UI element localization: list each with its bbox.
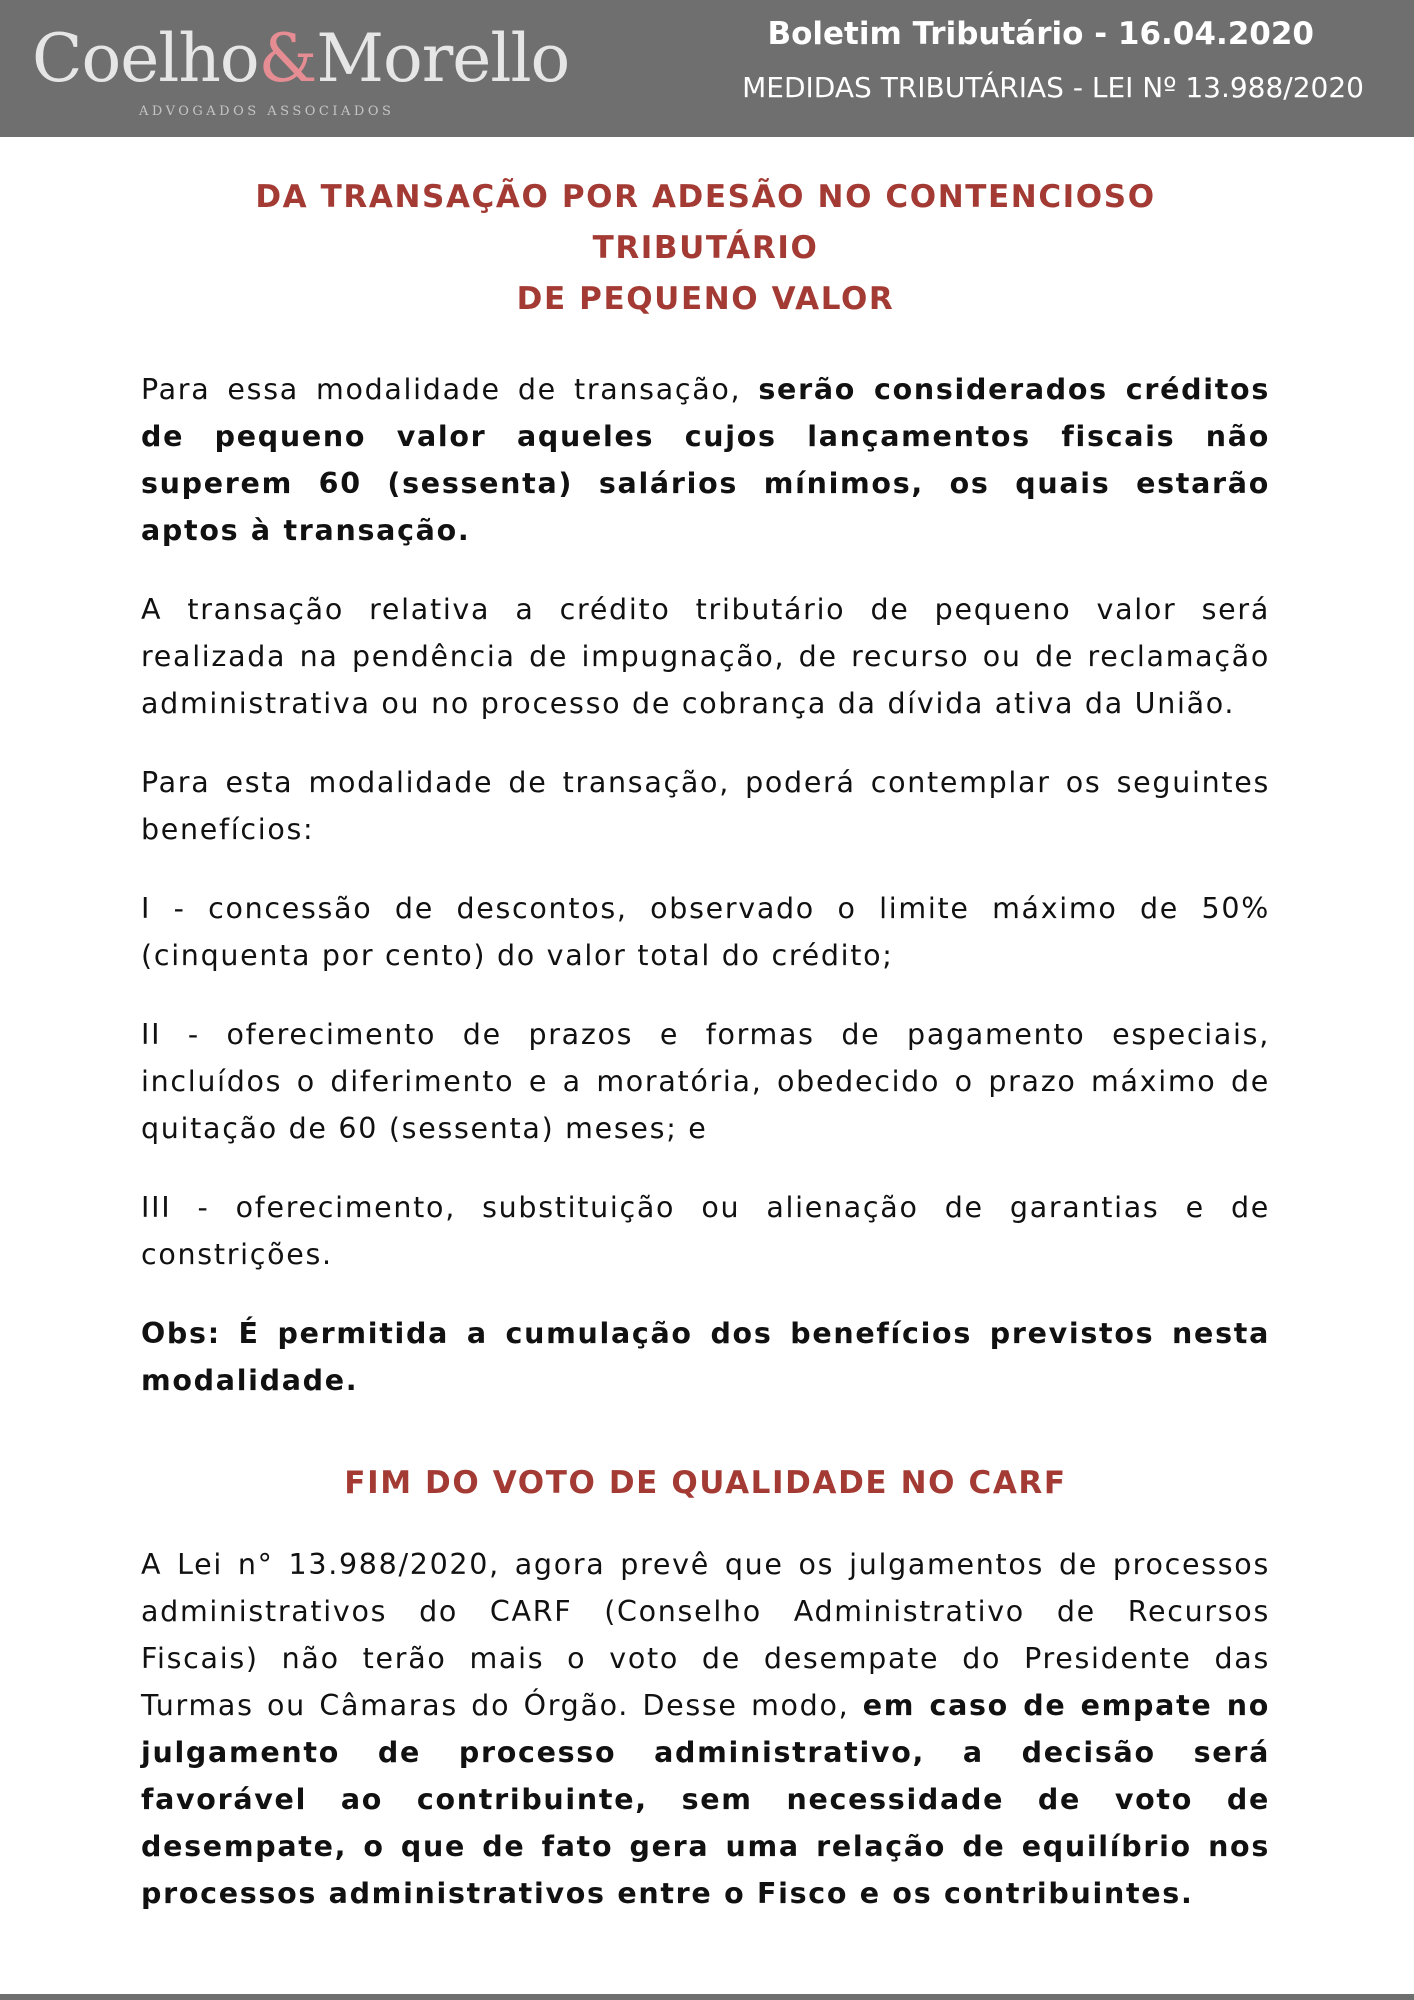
section-title-transacao bbox=[141, 172, 1270, 325]
paragraph-emphasis: serão considerados créditos de pequeno valor aqueles cujos lançamentos fiscais não superem 60 (sessenta) salários mínimos, os quais estarão aptos à transação. bbox=[141, 373, 1270, 547]
list-item-ii: II - oferecimento de prazos e formas de pagamento especiais, incluídos o diferimento e a moratória, obedecido o prazo máximo de quitação de 60 (sessenta) meses; e bbox=[141, 1018, 1270, 1145]
footer-bar bbox=[0, 1994, 1414, 2000]
paragraph-credito-pequeno-valor bbox=[141, 366, 1270, 554]
paragraph-beneficios-intro: Para esta modalidade de transação, poderá contemplar os seguintes benefícios: bbox=[141, 766, 1270, 846]
list-item-i: I - concessão de descontos, observado o limite máximo de 50% (cinquenta por cento) do valor total do crédito; bbox=[141, 892, 1270, 972]
logo-subtitle: ADVOGADOS ASSOCIADOS bbox=[139, 104, 395, 119]
header-bar bbox=[0, 0, 1414, 137]
logo-ampersand: & bbox=[258, 20, 317, 97]
paragraph-transacao-relativa: A transação relativa a crédito tributário de pequeno valor será realizada na pendência de impugnação, de recurso ou de reclamação administrativa ou no processo de cobrança da dívida ativa da União. bbox=[141, 593, 1270, 720]
firm-logo bbox=[32, 20, 570, 97]
obs-note bbox=[141, 1310, 1270, 1404]
section-title-line-2: DE PEQUENO VALOR bbox=[516, 281, 895, 317]
section-title-line-1: DA TRANSAÇÃO POR ADESÃO NO CONTENCIOSO TRIBUTÁRIO bbox=[255, 179, 1156, 266]
bulletin-title: Boletim Tributário - 16.04.2020 bbox=[767, 16, 1314, 52]
list-item-iii: III - oferecimento, substituição ou alienação de garantias e de constrições. bbox=[141, 1191, 1270, 1271]
logo-name-2: Morello bbox=[316, 20, 570, 97]
bulletin-subtitle: MEDIDAS TRIBUTÁRIAS - LEI Nº 13.988/2020 bbox=[742, 71, 1364, 104]
document-body bbox=[141, 172, 1270, 1917]
paragraph-emphasis: em caso de empate no julgamento de processo administrativo, a decisão será favorável ao contribuinte, sem necessidade de voto de desempate, o que de fato gera uma relação de equilíbrio nos processos administrativos entre o Fisco e os contribuintes. bbox=[141, 1689, 1270, 1910]
paragraph-text: A Lei n° 13.988/2020, agora prevê que os julgamentos de processos administrativos do CARF (Conselho Administrativo de Recursos Fiscais) não terão mais o voto de desempate do Presidente das Turmas ou Câmaras do Órgão. Desse modo, bbox=[141, 1548, 1270, 1722]
section-title-carf: FIM DO VOTO DE QUALIDADE NO CARF bbox=[344, 1465, 1067, 1501]
paragraph-text: Para essa modalidade de transação, bbox=[141, 373, 759, 406]
obs-text: Obs: É permitida a cumulação dos benefícios previstos nesta modalidade. bbox=[141, 1317, 1270, 1397]
paragraph-carf bbox=[141, 1541, 1270, 1917]
logo-name-1: Coelho bbox=[32, 20, 259, 97]
